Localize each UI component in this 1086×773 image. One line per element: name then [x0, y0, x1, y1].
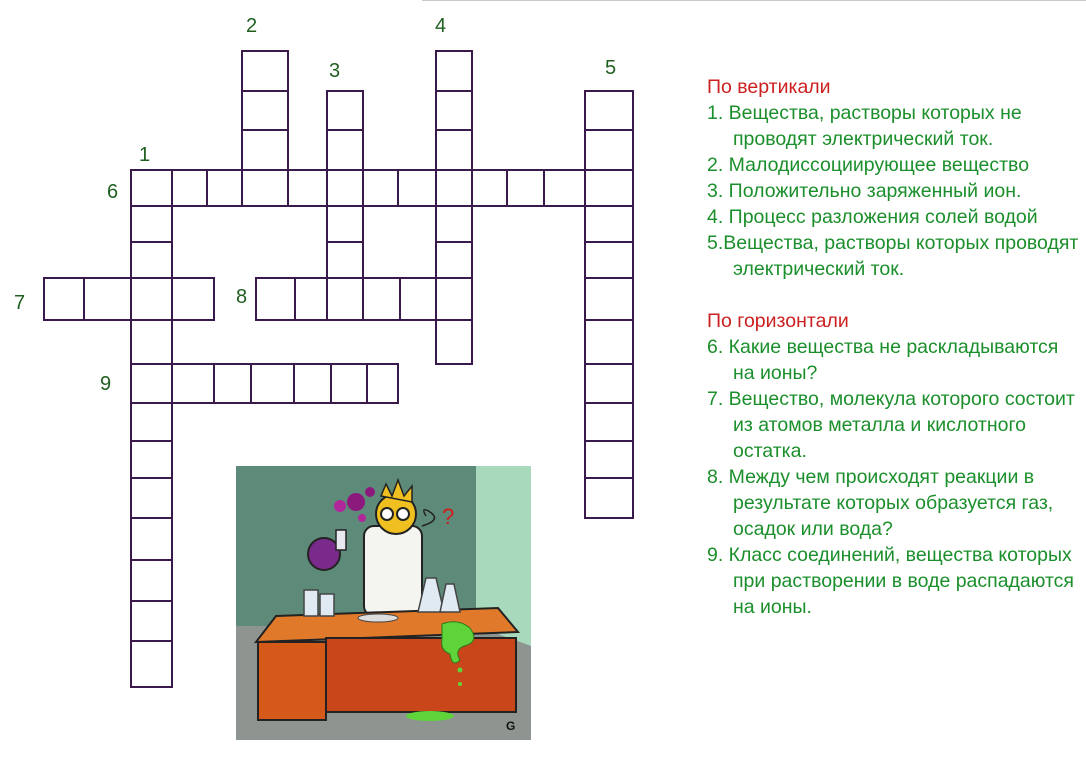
- cell-word8-4[interactable]: [363, 278, 400, 320]
- cell-word8-2[interactable]: [295, 278, 327, 320]
- horizontal-heading: По горизонтали: [707, 310, 849, 332]
- cell-word6-8[interactable]: [398, 170, 436, 206]
- cell-word5-5[interactable]: [585, 242, 633, 278]
- cell-word1-9[interactable]: [131, 478, 172, 518]
- clue-number-9: 9: [100, 373, 112, 395]
- cell-word3-5[interactable]: [327, 242, 363, 278]
- vertical-clue-2: 2. Малодиссоциирующее вещество: [707, 154, 1030, 176]
- cell-word1-7[interactable]: [131, 403, 172, 441]
- cell-word6-11[interactable]: [507, 170, 544, 206]
- vertical-heading: По вертикали: [707, 76, 831, 98]
- cartoon-illustration: [236, 466, 531, 740]
- cell-word2-2[interactable]: [242, 91, 288, 130]
- horizontal-clue-7: 7. Вещество, молекула которого состоит из атомов металла и кислотного остатка.: [707, 388, 1075, 462]
- cell-word5-2[interactable]: [585, 130, 633, 170]
- svg-text:?: ?: [442, 504, 455, 529]
- cell-word1-5[interactable]: [131, 320, 172, 364]
- cell-word7-3[interactable]: [131, 278, 172, 320]
- cell-word1-13[interactable]: [131, 641, 172, 687]
- clue-number-4: 4: [435, 15, 447, 37]
- cell-word5-8[interactable]: [585, 364, 633, 403]
- cell-word1-2[interactable]: [131, 206, 172, 242]
- clue-number-7: 7: [14, 292, 26, 314]
- cell-word5-1[interactable]: [585, 91, 633, 130]
- cell-word3-2[interactable]: [327, 130, 363, 170]
- cell-word9-3[interactable]: [214, 364, 251, 403]
- cell-word7-1[interactable]: [44, 278, 84, 320]
- cell-word4-4[interactable]: [436, 170, 472, 206]
- cell-word5-6[interactable]: [585, 278, 633, 320]
- cell-word6-10[interactable]: [472, 170, 507, 206]
- cell-word9-6[interactable]: [331, 364, 367, 403]
- cell-word8-5[interactable]: [400, 278, 436, 320]
- vertical-clue-5: 5.Вещества, растворы которых проводят электрический ток.: [707, 232, 1079, 280]
- clue-number-3: 3: [329, 60, 341, 82]
- cell-word5-4[interactable]: [585, 206, 633, 242]
- cell-word8-3[interactable]: [327, 278, 363, 320]
- vertical-clue-3: 3. Положительно заряженный ион.: [707, 180, 1022, 202]
- horizontal-clue-9: 9. Класс соединений, вещества которых при растворении в воде распадаются на ионы.: [707, 544, 1074, 618]
- cell-word1-1[interactable]: [131, 170, 172, 206]
- cell-word2-3[interactable]: [242, 130, 288, 170]
- cell-word2-4[interactable]: [242, 170, 288, 206]
- cell-word5-11[interactable]: [585, 478, 633, 518]
- cell-word1-10[interactable]: [131, 518, 172, 560]
- horizontal-clue-8: 8. Между чем происходят реакции в результате которых образуется газ, осадок или вода?: [707, 466, 1054, 540]
- cell-word1-8[interactable]: [131, 441, 172, 478]
- clues-gap: [707, 282, 1082, 308]
- horizontal-clue-6: 6. Какие вещества не раскладываются на ионы?: [707, 336, 1059, 384]
- cell-word1-12[interactable]: [131, 601, 172, 641]
- cell-word5-9[interactable]: [585, 403, 633, 441]
- chemist-cartoon-image: [236, 466, 531, 740]
- cell-word7-2[interactable]: [84, 278, 131, 320]
- clue-number-6: 6: [107, 181, 119, 203]
- cell-word4-6[interactable]: [436, 242, 472, 278]
- cell-word9-1[interactable]: [131, 364, 172, 403]
- cell-word8-1[interactable]: [256, 278, 295, 320]
- clue-number-2: 2: [246, 15, 258, 37]
- clue-number-8: 8: [236, 286, 248, 308]
- cell-word4-8[interactable]: [436, 320, 472, 364]
- cell-word3-1[interactable]: [327, 91, 363, 130]
- cell-word4-3[interactable]: [436, 130, 472, 170]
- clue-number-5: 5: [605, 57, 617, 79]
- cell-word5-3[interactable]: [585, 170, 633, 206]
- cell-word4-5[interactable]: [436, 206, 472, 242]
- clues-panel: [707, 74, 1082, 620]
- cell-word1-3[interactable]: [131, 242, 172, 278]
- cell-word9-2[interactable]: [172, 364, 214, 403]
- cell-word6-2[interactable]: [172, 170, 207, 206]
- cell-word9-7[interactable]: [367, 364, 398, 403]
- cell-word1-11[interactable]: [131, 560, 172, 601]
- vertical-clue-4: 4. Процесс разложения солей водой: [707, 206, 1038, 228]
- clue-number-1: 1: [139, 144, 151, 166]
- cell-word4-1[interactable]: [436, 51, 472, 91]
- cell-word9-4[interactable]: [251, 364, 294, 403]
- cell-word7-4[interactable]: [172, 278, 214, 320]
- cell-word3-4[interactable]: [327, 206, 363, 242]
- cell-word3-3[interactable]: [327, 170, 363, 206]
- cell-word6-5[interactable]: [288, 170, 327, 206]
- cell-word2-1[interactable]: [242, 51, 288, 91]
- cell-word9-5[interactable]: [294, 364, 331, 403]
- cell-word6-12[interactable]: [544, 170, 585, 206]
- cell-word6-3[interactable]: [207, 170, 242, 206]
- vertical-clue-1: 1. Вещества, растворы которых не проводят электрический ток.: [707, 102, 1022, 150]
- cell-word6-7[interactable]: [363, 170, 398, 206]
- cell-word5-10[interactable]: [585, 441, 633, 478]
- svg-text:G: G: [506, 719, 516, 733]
- cell-word4-2[interactable]: [436, 91, 472, 130]
- cell-word8-6[interactable]: [436, 278, 472, 320]
- cell-word5-7[interactable]: [585, 320, 633, 364]
